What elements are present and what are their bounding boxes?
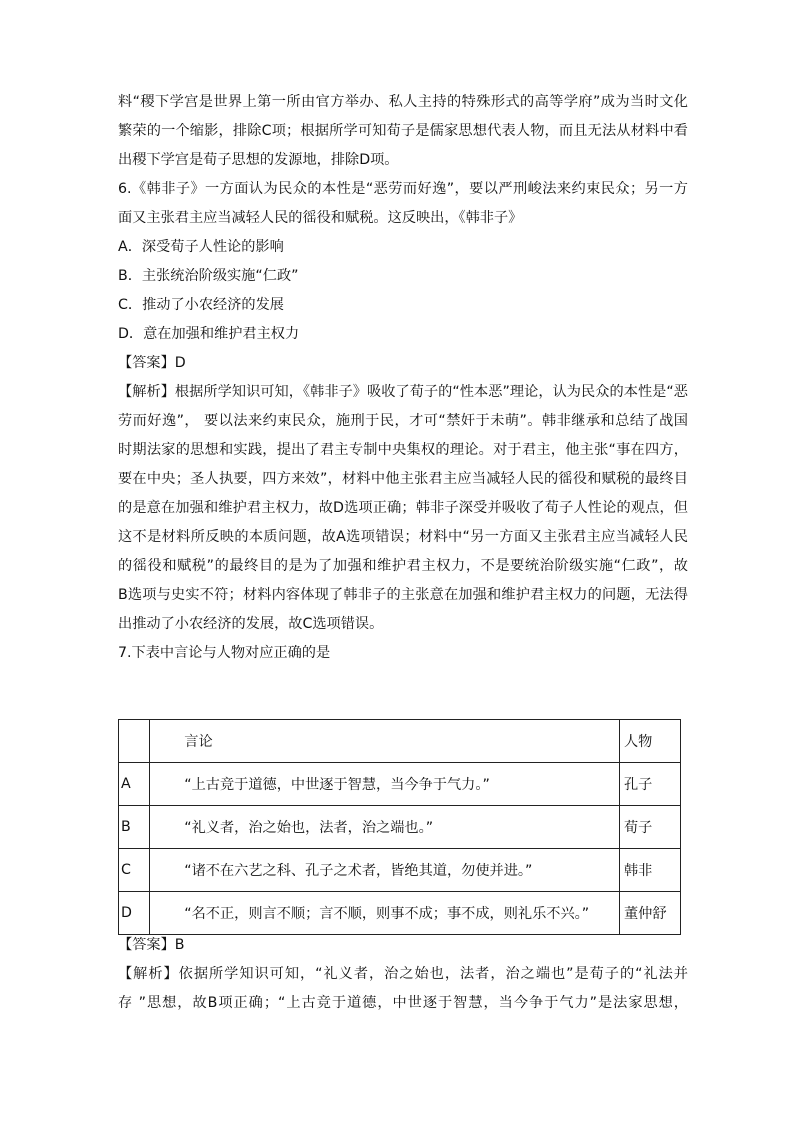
quote-cell: “礼义者，治之始也，法者，治之端也。” bbox=[150, 806, 620, 849]
quote-person-table bbox=[118, 719, 681, 935]
question-6-analysis-line: 时期法家的思想和实践，提出了君主专制中央集权的理论。对于君主，他主张“事在四方， bbox=[118, 442, 688, 458]
row-label: B bbox=[119, 806, 150, 849]
intro-line: 料“稷下学宫是世界上第一所由官方举办、私人主持的特殊形式的高等学府”成为当时文化 bbox=[118, 94, 688, 110]
question-6-option-d: D．意在加强和维护君主权力 bbox=[118, 326, 300, 342]
quote-cell: “上古竞于道德，中世逐于智慧，当今争于气力。” bbox=[150, 763, 620, 806]
question-7-analysis-line: 存 ”思想，故B项正确；“上古竞于道德，中世逐于智慧，当今争于气力”是法家思想， bbox=[118, 995, 688, 1011]
question-6-analysis-line: 要在中央；圣人执要，四方来效”，材料中他主张君主应当减轻人民的徭役和赋税的最终目 bbox=[118, 471, 688, 487]
question-7-answer: 【答案】B bbox=[118, 937, 185, 953]
row-label: C bbox=[119, 849, 150, 892]
intro-line: 繁荣的一个缩影，排除C项；根据所学可知荀子是儒家思想代表人物，而且无法从材料中看 bbox=[118, 123, 688, 139]
row-label: A bbox=[119, 763, 150, 806]
table-header-cell bbox=[119, 720, 150, 763]
intro-line: 出稷下学宫是荀子思想的发源地，排除D项。 bbox=[118, 152, 399, 168]
person-cell: 韩非 bbox=[619, 849, 680, 892]
table-header-row bbox=[119, 720, 681, 763]
question-6-analysis-line: 的是意在加强和维护君主权力，故D选项正确；韩非子深受并吸收了荀子人性论的观点，但 bbox=[118, 500, 688, 516]
question-6-analysis-line: 的徭役和赋税”的最终目的是为了加强和维护君主权力，不是要统治阶级实施“仁政”，故 bbox=[118, 558, 688, 574]
question-6-option-a: A．深受荀子人性论的影响 bbox=[118, 239, 284, 255]
person-cell: 荀子 bbox=[619, 806, 680, 849]
question-7-stem: 7.下表中言论与人物对应正确的是 bbox=[118, 645, 331, 661]
quote-cell: “诸不在六艺之科、孔子之术者，皆绝其道，勿使并进。” bbox=[150, 849, 620, 892]
table-row bbox=[119, 763, 681, 806]
quote-cell: “名不正，则言不顺；言不顺，则事不成；事不成，则礼乐不兴。” bbox=[150, 892, 620, 935]
table-header-cell: 言论 bbox=[150, 720, 620, 763]
table-row bbox=[119, 892, 681, 935]
table-row bbox=[119, 806, 681, 849]
table-header-cell: 人物 bbox=[619, 720, 680, 763]
question-7-analysis-line: 【解析】依据所学知识可知，“礼义者，治之始也，法者，治之端也”是荀子的“礼法并 bbox=[118, 966, 688, 982]
question-6-analysis-line: 出推动了小农经济的发展，故C选项错误。 bbox=[118, 616, 384, 632]
question-6-analysis-line: 劳而好逸”， 要以法来约束民众，施刑于民，才可“禁奸于未萌”。韩非继承和总结了战国 bbox=[118, 413, 688, 429]
question-7-solution bbox=[118, 931, 688, 1018]
row-label: D bbox=[119, 892, 150, 935]
question-6-analysis-line: 【解析】根据所学知识可知，《韩非子》吸收了荀子的“性本恶”理论，认为民众的本性是“恶 bbox=[118, 384, 688, 400]
person-cell: 孔子 bbox=[619, 763, 680, 806]
question-6-answer: 【答案】D bbox=[118, 355, 186, 371]
document-body bbox=[118, 88, 688, 668]
question-6-stem: 6.《韩非子》一方面认为民众的本性是“恶劳而好逸”，要以严刑峻法来约束民众；另一方 bbox=[118, 181, 688, 197]
question-6-stem: 面又主张君主应当减轻人民的徭役和赋税。这反映出，《韩非子》 bbox=[118, 210, 523, 226]
question-6-option-b: B．主张统治阶级实施“仁政” bbox=[118, 268, 299, 284]
person-cell: 董仲舒 bbox=[619, 892, 680, 935]
table-row bbox=[119, 849, 681, 892]
question-6-analysis-line: B选项与史实不符；材料内容体现了韩非子的主张意在加强和维护君主权力的问题，无法得 bbox=[118, 587, 688, 603]
question-6-option-c: C．推动了小农经济的发展 bbox=[118, 297, 284, 313]
question-6-analysis-line: 这不是材料所反映的本质问题，故A选项错误；材料中“另一方面又主张君主应当减轻人民 bbox=[118, 529, 688, 545]
